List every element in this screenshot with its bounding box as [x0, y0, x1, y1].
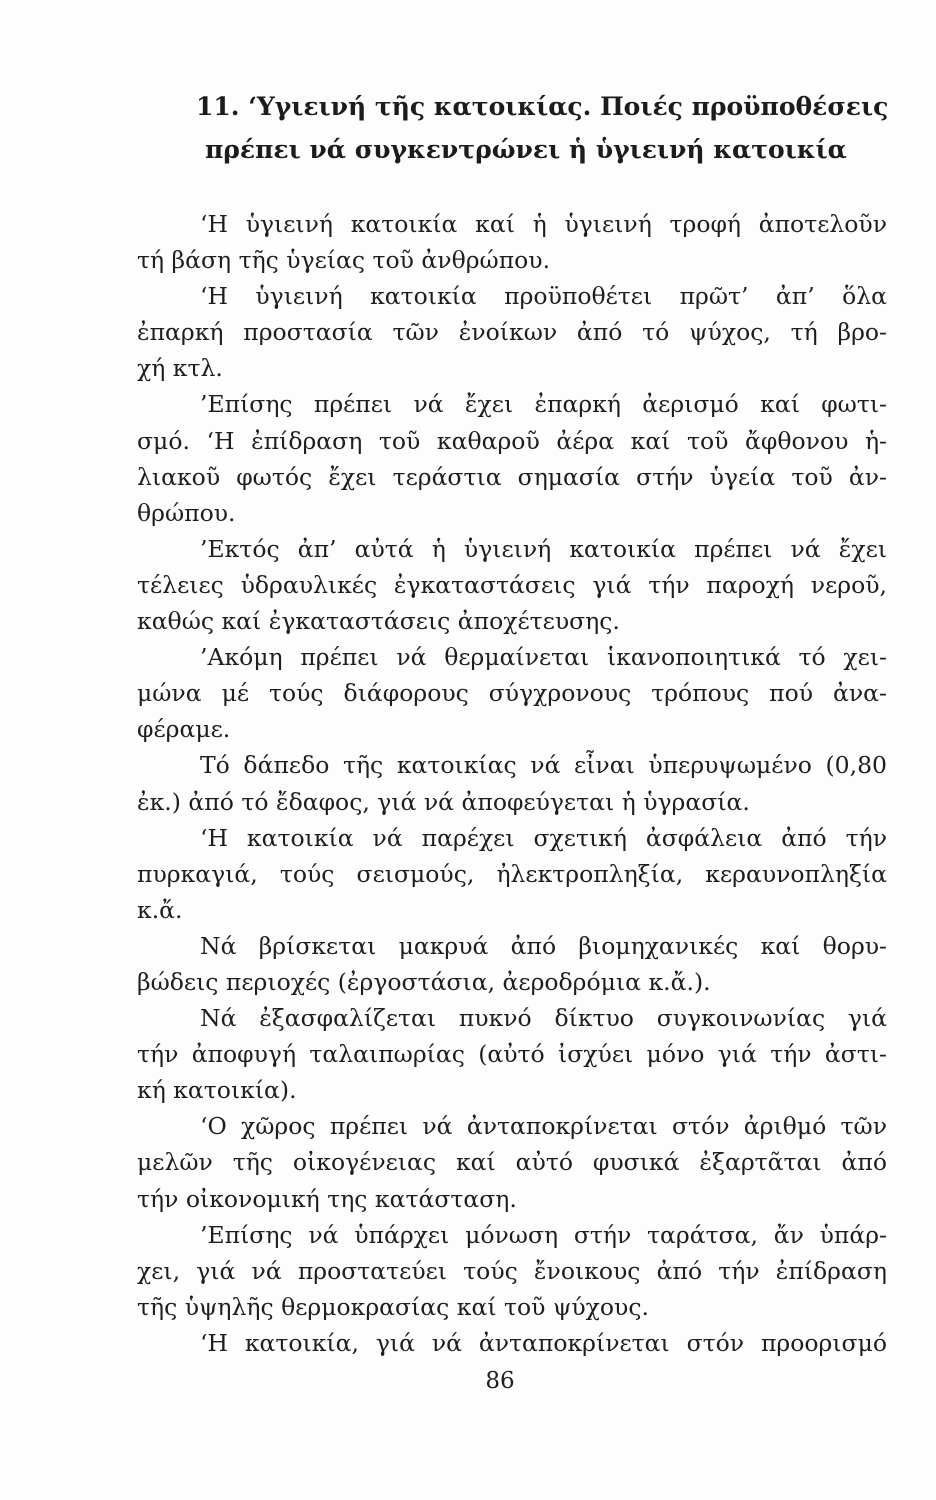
text-line: ‘Η ὑγιεινή κατοικία καί ἡ ὑγιεινή τροφή ἀποτελοῦν: [200, 210, 887, 238]
text-line: φέραμε.: [137, 715, 231, 744]
page-number: 86: [485, 1368, 515, 1394]
text-line: ἐπαρκή προστασία τῶν ἐνοίκων ἀπό τό ψύχος, τή βρο-: [137, 318, 887, 347]
text-line: τήν οἰκονομική της κατάσταση.: [137, 1184, 517, 1213]
text-line: καθώς καί ἐγκαταστάσεις ἀποχέτευσης.: [137, 607, 620, 636]
text-line: βώδεις περιοχές (ἐργοστάσια, ἀεροδρόμια κ.ἄ.).: [137, 967, 711, 996]
text-line: τῆς ὑψηλῆς θερμοκρασίας καί τοῦ ψύχους.: [137, 1292, 649, 1321]
text-line: πυρκαγιά, τούς σεισμούς, ἠλεκτροπληξία, κεραυνοπληξία: [137, 859, 887, 888]
section-heading-line-2: πρέπει νά συγκεντρώνει ἡ ὑγιεινή κατοικία: [205, 135, 847, 164]
text-line: λιακοῦ φωτός ἔχει τεράστια σημασία στήν ὑγεία τοῦ ἀν-: [137, 462, 887, 491]
text-line: Νά ἐξασφαλίζεται πυκνό δίκτυο συγκοινωνίας γιά: [200, 1004, 887, 1033]
text-line: θρώπου.: [137, 498, 236, 527]
text-line: Τό δάπεδο τῆς κατοικίας νά εἶναι ὑπερυψωμένο (0,80: [200, 751, 887, 780]
body-text: [137, 206, 887, 1361]
text-line: χει, γιά νά προστατεύει τούς ἔνοικους ἀπό τήν ἐπίδραση: [137, 1256, 887, 1285]
text-line: ‘Η κατοικία νά παρέχει σχετική ἀσφάλεια ἀπό τήν: [200, 823, 887, 852]
section-heading-line-1: 11. ‘Υγιεινή τῆς κατοικίας. Ποιές προϋποθέσεις: [196, 92, 889, 121]
text-line: μελῶν τῆς οἰκογένειας καί αὐτό φυσικά ἐξαρτᾶται ἀπό: [137, 1148, 887, 1177]
text-line: ’Επίσης νά ὑπάρχει μόνωση στήν ταράτσα, ἄν ὑπάρ-: [200, 1220, 887, 1249]
text-line: τέλειες ὑδραυλικές ἐγκαταστάσεις γιά τήν παροχή νεροῦ,: [137, 570, 887, 599]
text-line: τήν ἀποφυγή ταλαιπωρίας (αὐτό ἰσχύει μόνο γιά τήν ἀστι-: [137, 1040, 887, 1069]
text-line: Νά βρίσκεται μακρυά ἀπό βιομηχανικές καί θορυ-: [200, 931, 887, 960]
text-line: κή κατοικία).: [137, 1076, 297, 1105]
text-line: ’Εκτός ἀπ’ αὐτά ἡ ὑγιεινή κατοικία πρέπει νά ἔχει: [200, 534, 887, 563]
text-line: μώνα μέ τούς διάφορους σύγχρονους τρόπους πού ἀνα-: [137, 679, 887, 708]
text-line: χή κτλ.: [137, 354, 223, 383]
text-line: κ.ἄ.: [137, 895, 183, 924]
text-line: ‘Η κατοικία, γιά νά ἀνταποκρίνεται στόν προορισμό: [200, 1328, 887, 1357]
text-line: ’Επίσης πρέπει νά ἔχει ἐπαρκή ἀερισμό καί φωτι-: [200, 390, 887, 419]
text-line: ἐκ.) ἀπό τό ἔδαφος, γιά νά ἀποφεύγεται ἡ ὑγρασία.: [137, 787, 750, 816]
text-line: σμό. ‘Η ἐπίδραση τοῦ καθαροῦ ἀέρα καί τοῦ ἄφθονου ἡ-: [137, 426, 887, 455]
text-line: τή βάση τῆς ὑγείας τοῦ ἀνθρώπου.: [137, 246, 551, 275]
text-line: ‘Ο χῶρος πρέπει νά ἀνταποκρίνεται στόν ἀριθμό τῶν: [200, 1112, 887, 1141]
text-line: ’Ακόμη πρέπει νά θερμαίνεται ἱκανοποιητικά τό χει-: [200, 643, 887, 672]
text-line: ‘Η ὑγιεινή κατοικία προϋποθέτει πρῶτ’ ἀπ’ ὅλα: [200, 282, 887, 311]
